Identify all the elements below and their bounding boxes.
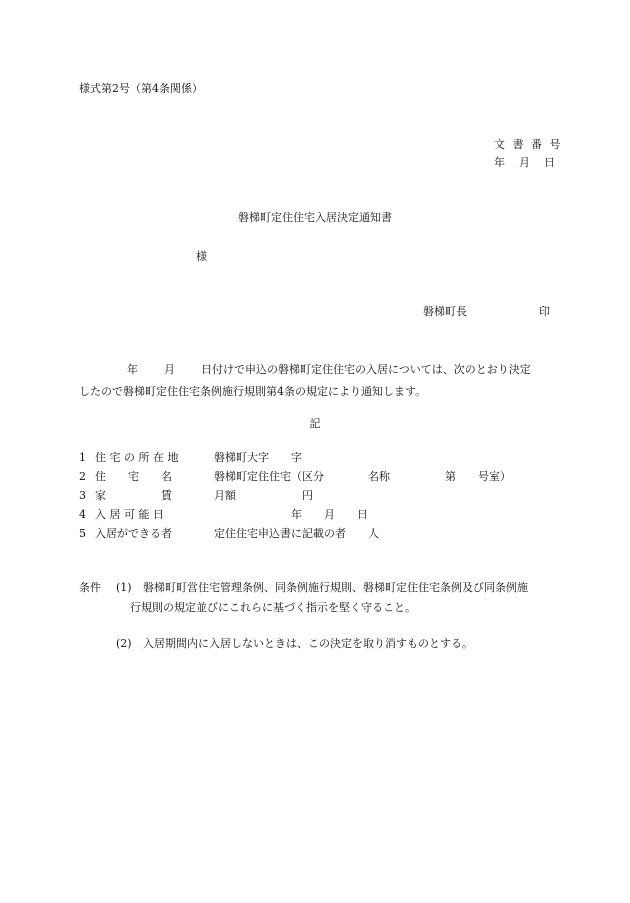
item-value: 磐梯町大字 字 <box>214 451 302 464</box>
item-number: 5 <box>79 527 86 540</box>
date-day-label: 日 <box>544 156 555 169</box>
issuer-name: 磐梯町長 <box>423 305 467 318</box>
body-day-text: 日付けで申込の磐梯町定住住宅の入居については、次のとおり決定 <box>201 363 531 376</box>
item-number: 2 <box>79 470 86 483</box>
ki-heading: 記 <box>309 417 321 430</box>
form-number: 様式第2号（第4条関係） <box>79 82 203 95</box>
item-value: 磐梯町定住住宅（区分 名称 第 号室） <box>214 470 511 483</box>
date-year-label: 年 <box>494 156 505 169</box>
document-title-text: 磐梯町定住住宅入居決定通知書 <box>238 211 392 224</box>
item-value: 月額 円 <box>214 489 313 502</box>
condition-1-line-1: 磐梯町町営住宅管理条例、同条例施行規則、磐梯町定住住宅条例及び同条例施 <box>143 581 528 594</box>
notice-body-line-2: したので磐梯町定住住宅条例施行規則第4条の規定により通知します。 <box>79 385 427 398</box>
item-label: 住 宅 名 <box>95 470 172 483</box>
notice-body <box>79 359 555 403</box>
body-year: 年 <box>127 363 138 376</box>
item-number: 1 <box>79 451 86 464</box>
condition-1-number: (1) <box>116 581 132 594</box>
body-month: 月 <box>164 363 175 376</box>
conditions-label: 条件 <box>79 581 101 594</box>
item-label: 家 賃 <box>95 489 172 502</box>
condition-2-number: (2) <box>116 637 132 650</box>
condition-2-text: 入居期間内に入居しないときは、この決定を取り消すものとする。 <box>143 637 473 650</box>
document-title <box>0 212 630 223</box>
addressee-suffix: 様 <box>196 250 207 263</box>
document-number-label: 文 書 番 号 <box>494 138 563 151</box>
item-label: 入 居 可 能 日 <box>95 508 164 521</box>
date-month-label: 月 <box>519 156 530 169</box>
item-number: 4 <box>79 508 86 521</box>
item-value: 年 月 日 <box>214 508 368 521</box>
item-value: 定住住宅申込書に記載の者 人 <box>214 527 379 540</box>
notice-body-line-1 <box>79 359 555 381</box>
item-label: 入居ができる者 <box>95 527 172 540</box>
item-label: 住 宅 の 所 在 地 <box>95 451 179 464</box>
item-number: 3 <box>79 489 86 502</box>
issue-date <box>494 157 555 168</box>
issuer-seal: 印 <box>539 305 550 318</box>
condition-1-line-2: 行規則の規定並びにこれらに基づく指示を堅く守ること。 <box>130 601 416 614</box>
